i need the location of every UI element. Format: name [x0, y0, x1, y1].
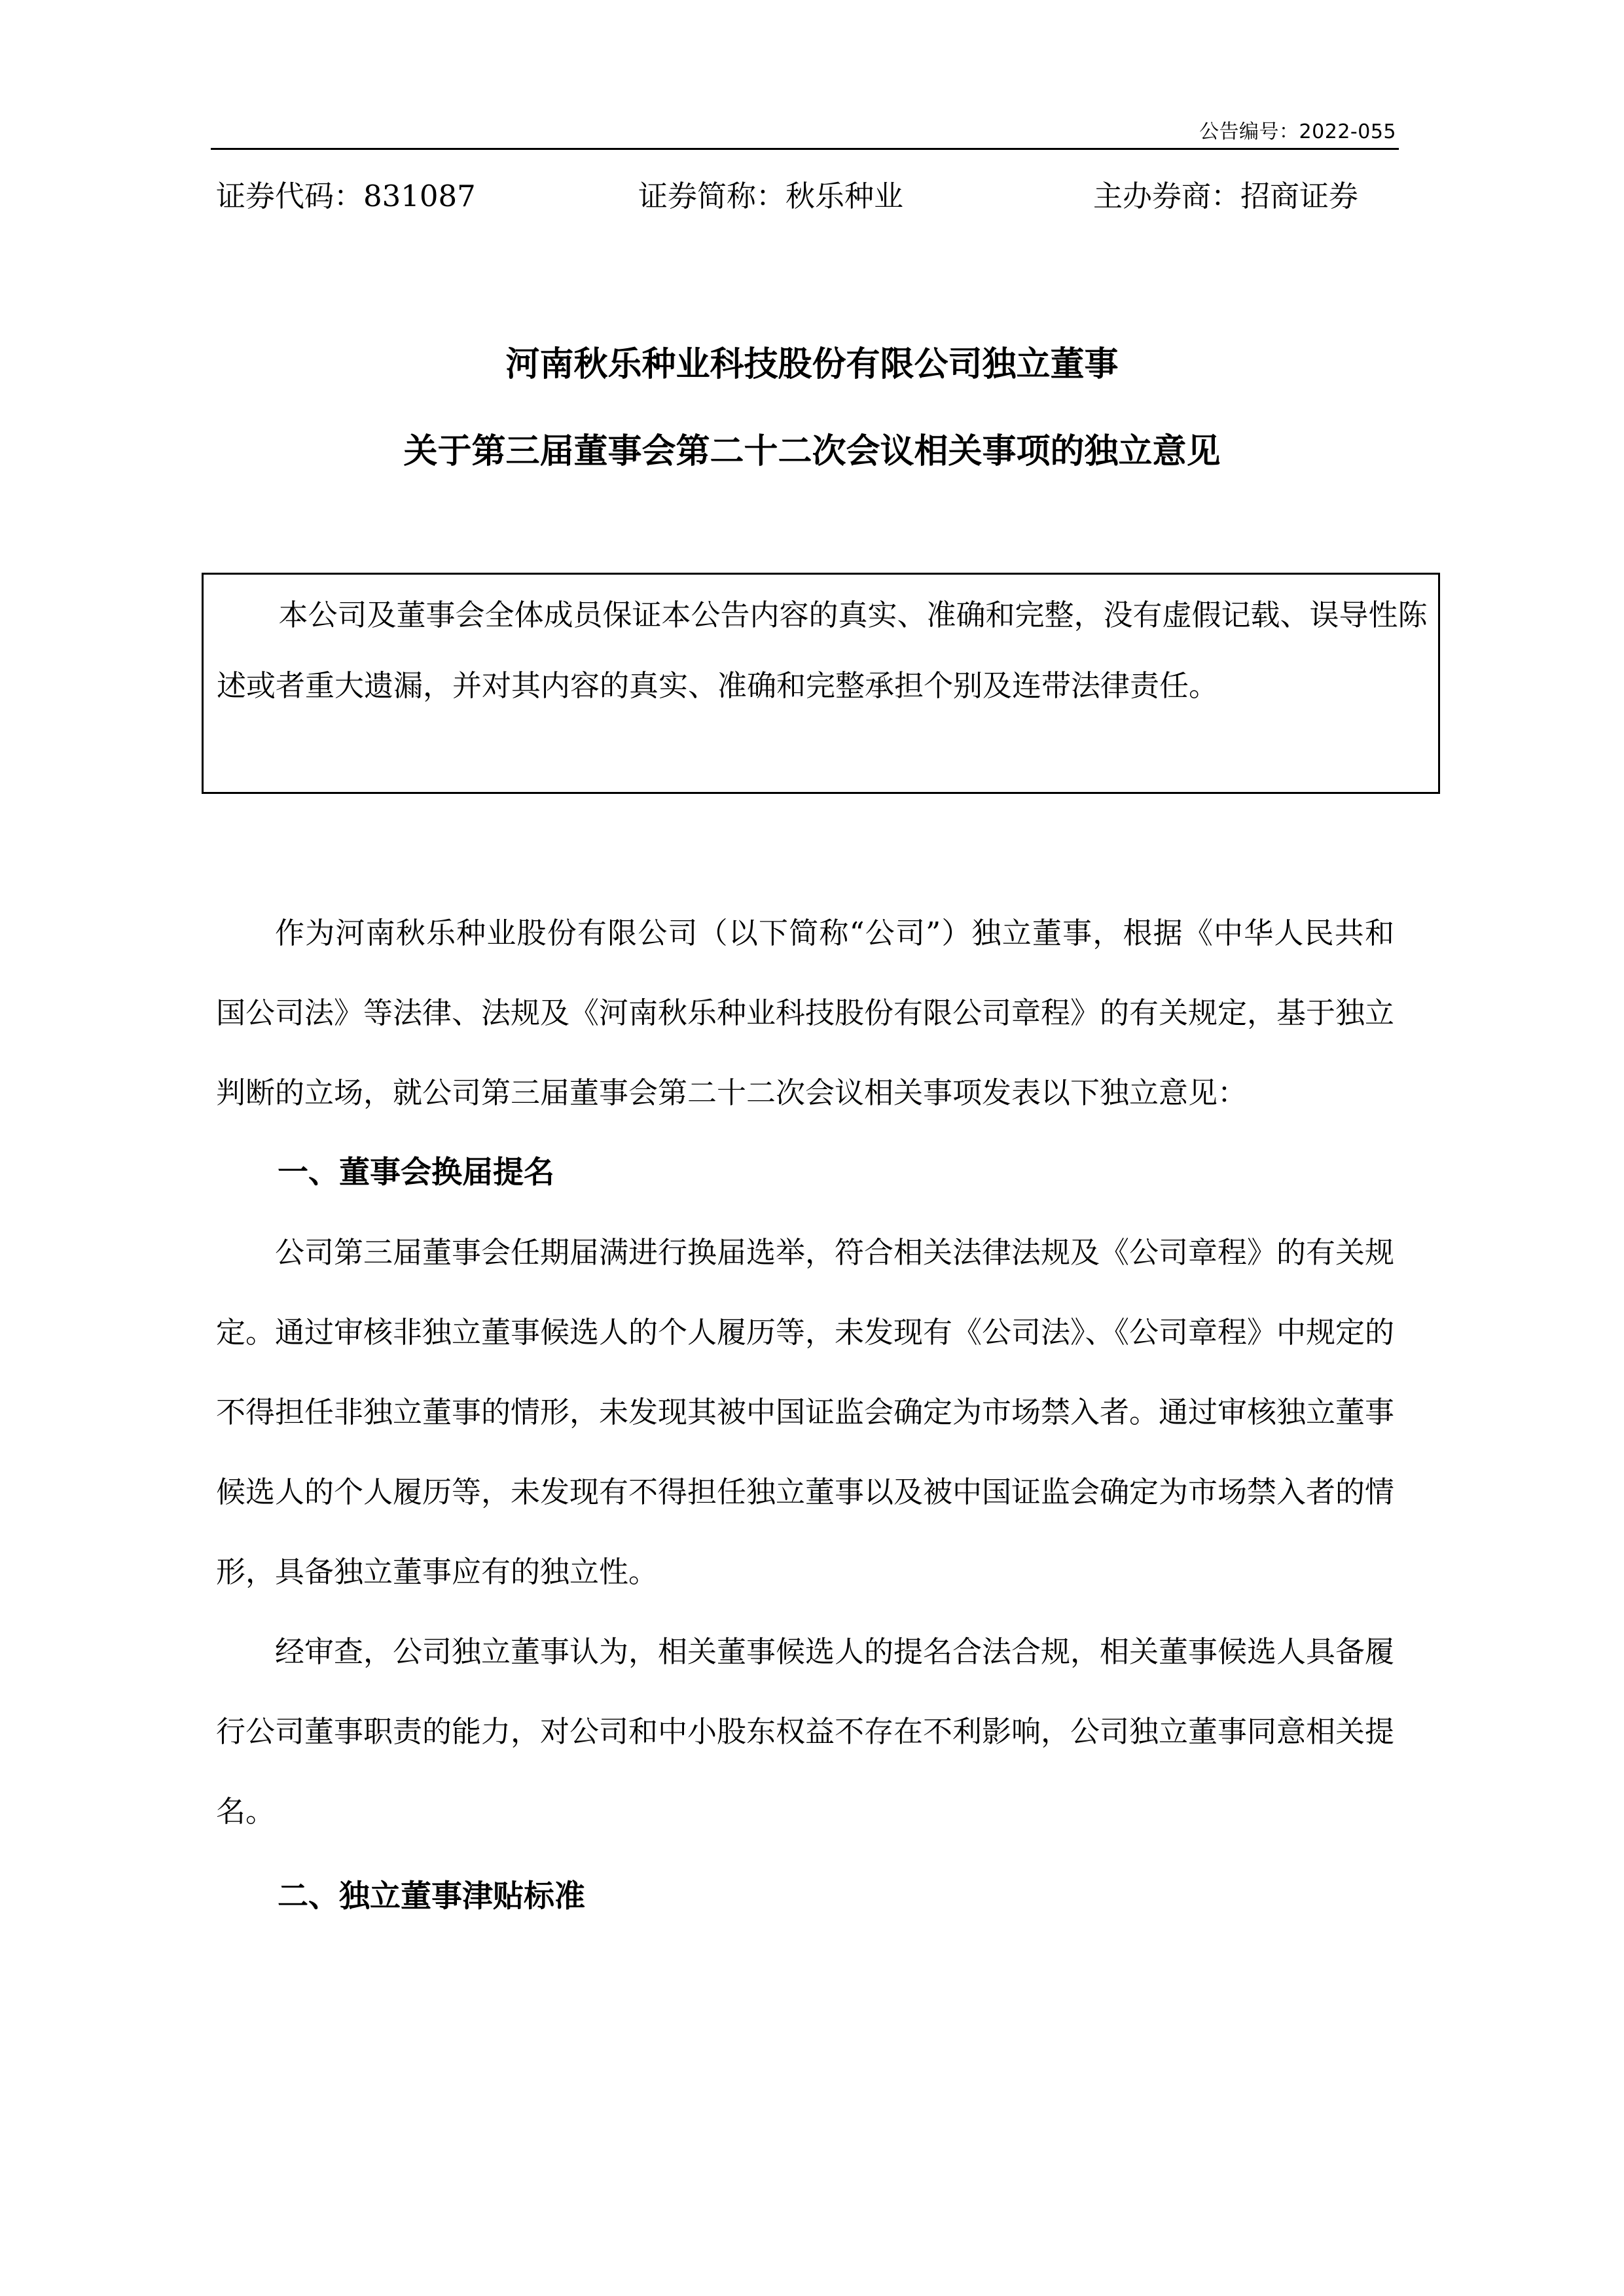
securities-abbreviation: 证券简称：秋乐种业 — [638, 179, 904, 213]
section-1-paragraph-2: 经审查，公司独立董事认为，相关董事候选人的提名合法合规，相关董事候选人具备履行公司董事职责的能力，对公司和中小股东权益不存在不利影响，公司独立董事同意相关提名。 — [216, 1634, 1395, 1829]
document-body — [216, 893, 1394, 1937]
sponsor-broker: 主办券商：招商证券 — [1093, 179, 1359, 213]
section-1-paragraph-1: 公司第三届董事会任期届满进行换届选举，符合相关法律法规及《公司章程》的有关规定。通过审核非独立董事候选人的个人履历等，未发现有《公司法》、《公司章程》中规定的不得担任非独立董事的情形，未发现其被中国证监会确定为市场禁入者。通过审核独立董事候选人的个人履历等，未发现有不得担任独立董事以及被中国证监会确定为市场禁入者的情形，具备独立董事应有的独立性。 — [216, 1235, 1395, 1589]
section-1-heading: 一、董事会换届提名 — [278, 1155, 554, 1191]
securities-code: 证券代码：831087 — [216, 179, 476, 213]
announcement-number: 公告编号：2022-055 — [1199, 120, 1396, 143]
document-title-line-2: 关于第三届董事会第二十二次会议相关事项的独立意见 — [403, 432, 1221, 471]
disclaimer-text: 本公司及董事会全体成员保证本公告内容的真实、准确和完整，没有虚假记载、误导性陈述或者重大遗漏，并对其内容的真实、准确和完整承担个别及连带法律责任。 — [217, 598, 1428, 703]
section-2-heading: 二、独立董事津贴标准 — [278, 1878, 585, 1914]
disclaimer-box — [202, 573, 1440, 794]
header-rule — [211, 148, 1399, 150]
intro-paragraph: 作为河南秋乐种业股份有限公司（以下简称“公司”）独立董事，根据《中华人民共和国公司法》等法律、法规及《河南秋乐种业科技股份有限公司章程》的有关规定，基于独立判断的立场，就公司第三届董事会第二十二次会议相关事项发表以下独立意见： — [216, 916, 1395, 1110]
document-title-line-1: 河南秋乐种业科技股份有限公司独立董事 — [505, 345, 1119, 384]
securities-info — [216, 175, 1388, 217]
